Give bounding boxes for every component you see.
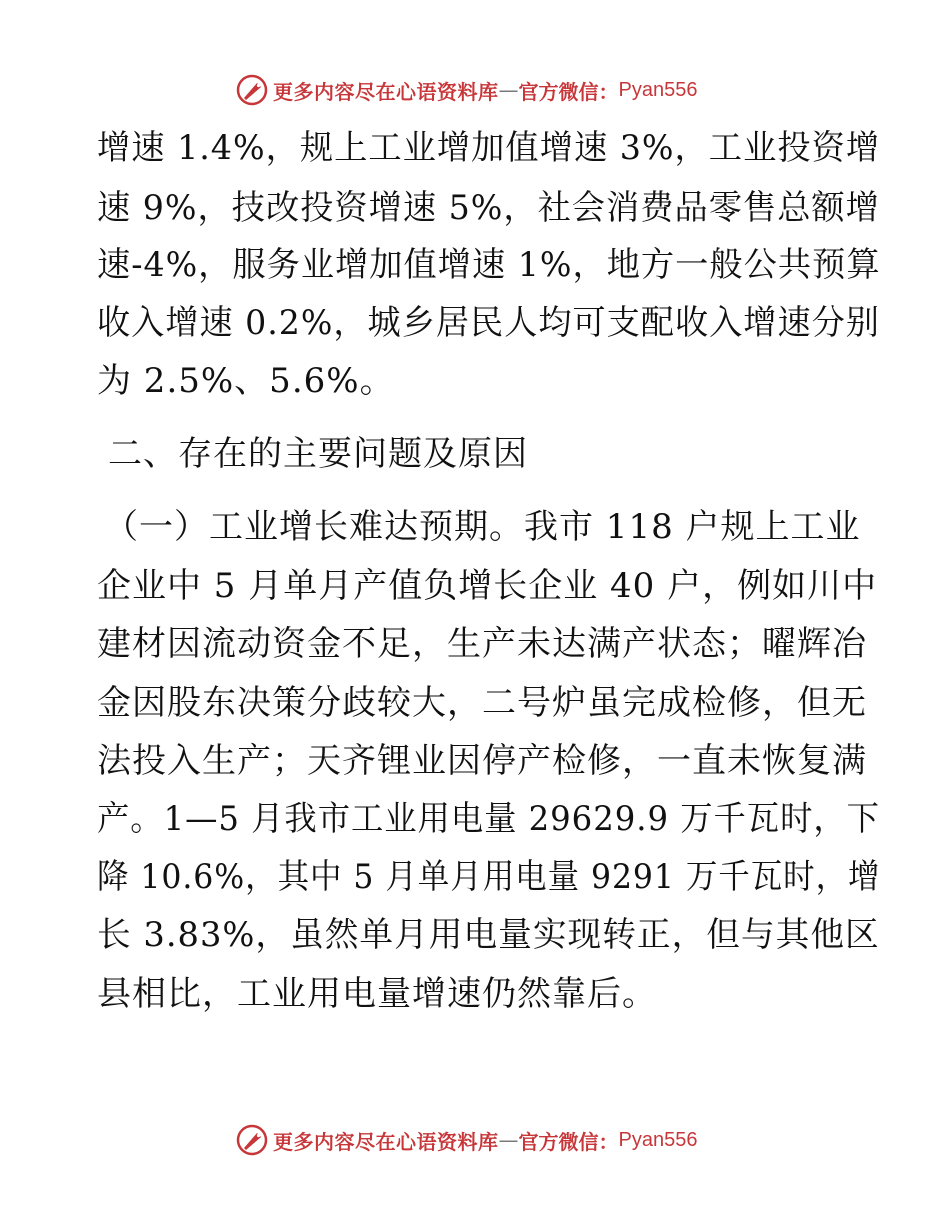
banner-dash: — <box>498 78 519 102</box>
paragraph-line: 建材因流动资金不足，生产未达满产状态；曜辉冶 <box>97 624 867 664</box>
paragraph-line: 降 10.6%，其中 5 月单月用电量 9291 万千瓦时，增 <box>97 857 881 897</box>
paragraph-line: 为 2.5%、5.6%。 <box>97 361 395 401</box>
paragraph-line: 速-4%，服务业增加值增速 1%，地方一般公共预算 <box>97 245 881 285</box>
banner-site-text: 更多内容尽在心语资料库 <box>273 79 499 104</box>
paragraph-line: 企业中 5 月单月产值负增长企业 40 户，例如川中 <box>97 566 878 606</box>
paragraph-line: 产。1—5 月我市工业用电量 29629.9 万千瓦时，下 <box>97 799 880 839</box>
banner-site-text: 更多内容尽在心语资料库 <box>273 1129 499 1154</box>
banner-wechat-id: Pyan556 <box>618 78 698 101</box>
pen-nib-logo-icon <box>235 1123 269 1157</box>
banner-wechat-label: 官方微信： <box>518 1129 619 1154</box>
pen-nib-logo-icon <box>235 73 269 107</box>
paragraph-line: 长 3.83%，虽然单月用电量实现转正，但与其他区 <box>97 915 880 955</box>
header-banner <box>235 70 697 110</box>
footer-banner <box>235 1120 697 1160</box>
paragraph-line: 速 9%，技改投资增速 5%，社会消费品零售总额增 <box>97 188 880 228</box>
banner-wechat-label: 官方微信： <box>518 79 619 104</box>
paragraph-line: 县相比，工业用电量增速仍然靠后。 <box>97 974 657 1014</box>
paragraph-line: 增速 1.4%，规上工业增加值增速 3%，工业投资增 <box>97 128 881 168</box>
section-heading: 二、存在的主要问题及原因 <box>108 434 528 474</box>
paragraph-line: 金因股东决策分歧较大，二号炉虽完成检修，但无 <box>97 683 867 723</box>
paragraph-line: （一）工业增长难达预期。我市 118 户规上工业 <box>104 507 861 547</box>
banner-dash: — <box>498 1128 519 1152</box>
paragraph-line: 法投入生产；天齐锂业因停产检修，一直未恢复满 <box>97 741 867 781</box>
banner-wechat-id: Pyan556 <box>618 1128 698 1151</box>
paragraph-line: 收入增速 0.2%，城乡居民人均可支配收入增速分别 <box>97 303 880 343</box>
